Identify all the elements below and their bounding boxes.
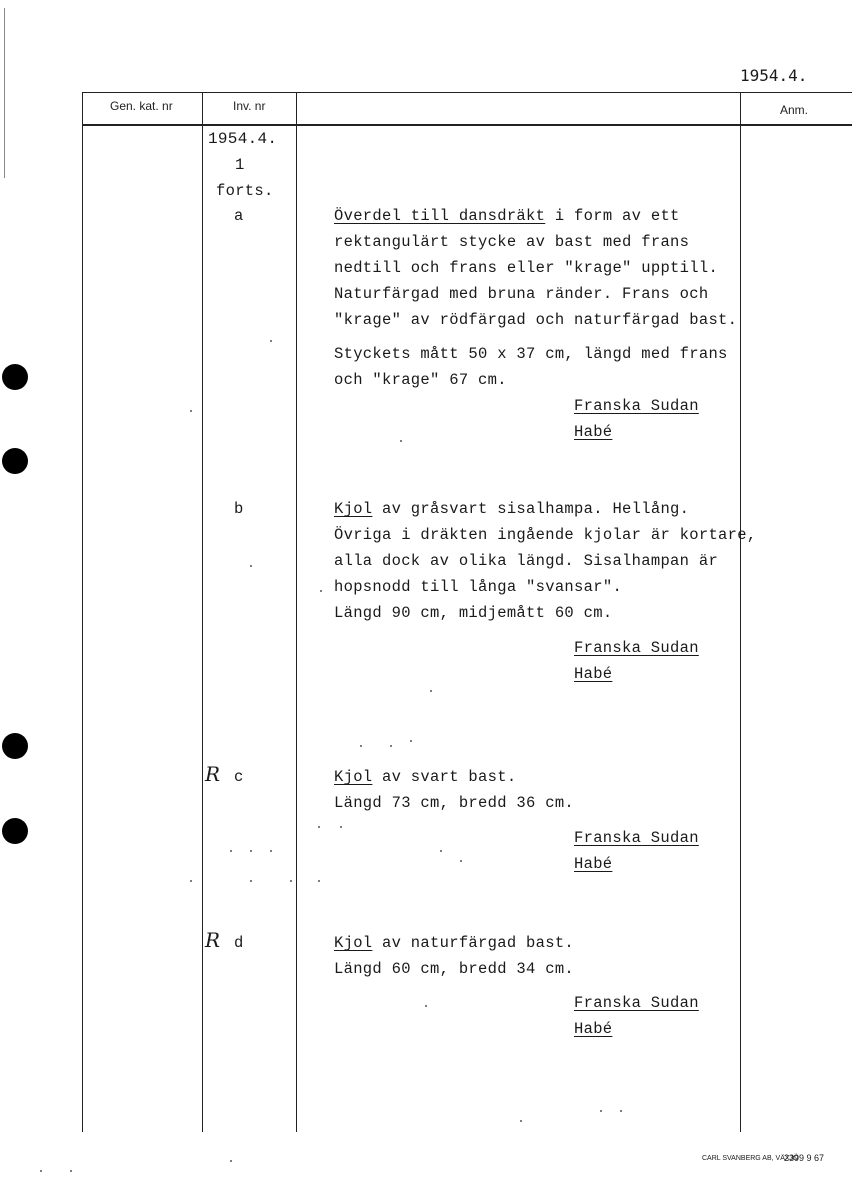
continued-label: forts. — [216, 182, 274, 200]
scan-speck — [520, 1120, 522, 1122]
scan-speck — [440, 850, 442, 852]
scan-speck — [250, 565, 252, 567]
provenance-people: Habé — [574, 665, 613, 683]
entry-first-line — [334, 764, 516, 790]
margin-rule — [4, 8, 5, 178]
column-rule — [202, 92, 203, 1132]
scan-speck — [600, 1110, 602, 1112]
scan-speck — [400, 440, 402, 442]
scan-speck — [430, 690, 432, 692]
header-bottom-rule — [82, 124, 852, 126]
entry-text: av gråsvart sisalhampa. Hellång. — [372, 500, 690, 518]
scan-speck — [318, 880, 320, 882]
entry-measurement-line: och "krage" 67 cm. — [334, 371, 507, 389]
provenance-region: Franska Sudan — [574, 994, 699, 1012]
entry-text-line: nedtill och frans eller "krage" upptill. — [334, 259, 719, 277]
entry-first-line — [334, 496, 689, 522]
punch-hole — [2, 448, 28, 474]
entry-text-line: Längd 60 cm, bredd 34 cm. — [334, 960, 575, 978]
scan-speck — [410, 740, 412, 742]
punch-hole — [2, 364, 28, 390]
entry-text-line: rektangulärt stycke av bast med frans — [334, 233, 690, 251]
scan-speck — [360, 745, 362, 747]
form-code: 2399 9 67 — [784, 1153, 825, 1163]
provenance-people: Habé — [574, 855, 613, 873]
entry-text: av naturfärgad bast. — [372, 934, 575, 952]
scan-speck — [250, 850, 252, 852]
scan-speck — [190, 880, 192, 882]
inventory-number: 1954.4. — [208, 130, 278, 148]
entry-letter: c — [234, 768, 244, 786]
punch-hole — [2, 818, 28, 844]
column-rule — [296, 92, 297, 1132]
scan-speck — [320, 590, 322, 592]
scan-speck — [250, 880, 252, 882]
scan-speck — [318, 826, 320, 828]
entry-heading: Kjol — [334, 500, 373, 518]
entry-text-line: alla dock av olika längd. Sisalhampan är — [334, 552, 719, 570]
entry-text-line: Övriga i dräkten ingående kjolar är kortare, — [334, 526, 757, 544]
scan-speck — [230, 850, 232, 852]
punch-hole — [2, 733, 28, 759]
entry-first-line — [334, 930, 574, 956]
handwritten-mark: R — [205, 928, 221, 952]
entry-text: i form av ett — [545, 207, 680, 225]
scan-speck — [190, 410, 192, 412]
scan-speck — [425, 1005, 427, 1007]
scan-speck — [70, 1170, 72, 1172]
printer-imprint: CARL SVANBERG AB, VÄXJÖ — [702, 1155, 799, 1162]
entry-heading: Överdel till dansdräkt — [334, 207, 546, 225]
entry-text-line: Naturfärgad med bruna ränder. Frans och — [334, 285, 709, 303]
entry-text-line: Längd 90 cm, midjemått 60 cm. — [334, 604, 613, 622]
entry-text: av svart bast. — [372, 768, 517, 786]
scan-speck — [620, 1110, 622, 1112]
scan-speck — [340, 826, 342, 828]
entry-first-line — [334, 203, 680, 229]
column-rule — [740, 92, 741, 1132]
header-gen-kat-nr: Gen. kat. nr — [110, 99, 173, 113]
entry-text-line: hopsnodd till långa "svansar". — [334, 578, 623, 596]
entry-letter: d — [234, 934, 244, 952]
entry-text-line: Längd 73 cm, bredd 36 cm. — [334, 794, 575, 812]
inventory-sub-number: 1 — [235, 156, 245, 174]
handwritten-mark: R — [205, 762, 221, 786]
header-anm: Anm. — [780, 103, 809, 117]
provenance-region: Franska Sudan — [574, 639, 699, 657]
entry-heading: Kjol — [334, 934, 373, 952]
page-number: 1954.4. — [740, 66, 808, 85]
scan-speck — [270, 340, 272, 342]
header-top-rule — [82, 92, 852, 93]
header-inv-nr: Inv. nr — [233, 99, 266, 113]
scan-speck — [290, 880, 292, 882]
provenance-region: Franska Sudan — [574, 829, 699, 847]
scan-speck — [270, 850, 272, 852]
provenance-region: Franska Sudan — [574, 397, 699, 415]
scan-speck — [390, 745, 392, 747]
entry-text-line: "krage" av rödfärgad och naturfärgad bast. — [334, 311, 738, 329]
entry-letter: a — [234, 207, 244, 225]
entry-heading: Kjol — [334, 768, 373, 786]
column-rule — [82, 92, 83, 1132]
entry-measurement-line: Styckets mått 50 x 37 cm, längd med frans — [334, 345, 728, 363]
provenance-people: Habé — [574, 423, 613, 441]
entry-letter: b — [234, 500, 244, 518]
scan-speck — [460, 860, 462, 862]
scan-speck — [230, 1160, 232, 1162]
scan-speck — [40, 1170, 42, 1172]
provenance-people: Habé — [574, 1020, 613, 1038]
